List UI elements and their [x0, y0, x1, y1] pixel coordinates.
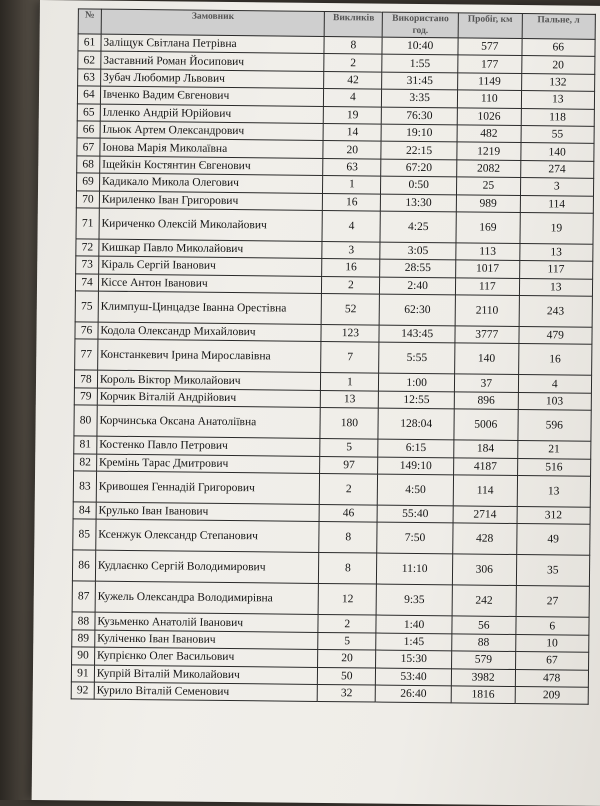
calls-count: 63 [323, 158, 381, 176]
fuel-liters: 21 [517, 441, 591, 459]
customer-name: Кишкар Павло Миколайович [99, 239, 323, 259]
customer-name: Костенко Павло Петрович [97, 436, 321, 456]
distance-km: 577 [458, 38, 522, 56]
distance-km: 2714 [453, 506, 517, 524]
row-number: 92 [71, 682, 94, 700]
time-used: 0:50 [381, 176, 457, 194]
fuel-liters: 19 [520, 212, 594, 244]
customer-name: Івченко Вадим Євгенович [100, 86, 324, 106]
fuel-liters: 243 [519, 296, 593, 328]
distance-km: 88 [452, 634, 516, 652]
row-number: 86 [72, 550, 95, 581]
customer-name: Кривошея Геннадій Григорович [96, 471, 320, 504]
fuel-liters: 16 [518, 344, 592, 376]
time-used: 1:40 [376, 615, 452, 633]
fuel-liters: 13 [517, 476, 591, 508]
customer-name: Кузьменко Анатолій Іванович [95, 613, 319, 633]
calls-count: 7 [321, 342, 379, 374]
time-used: 2:40 [380, 277, 456, 295]
distance-km: 114 [453, 475, 517, 507]
calls-count: 13 [321, 390, 379, 408]
customer-name: Іщейкін Костянтин Євгенович [100, 156, 324, 176]
fuel-liters: 66 [521, 39, 595, 57]
time-used: 67:20 [381, 159, 457, 177]
calls-count: 8 [319, 522, 377, 554]
customer-name: Корчик Віталій Андрійович [97, 388, 321, 408]
time-used: 22:15 [381, 141, 457, 159]
time-used: 1:00 [379, 374, 455, 392]
row-number: 70 [76, 190, 99, 208]
distance-km: 1816 [451, 686, 515, 704]
calls-count: 16 [322, 259, 380, 277]
distance-km: 579 [452, 651, 516, 669]
customer-name: Крулько Іван Іванович [96, 502, 320, 522]
distance-km: 3982 [451, 668, 515, 686]
row-number: 80 [74, 405, 97, 436]
calls-count: 2 [322, 276, 380, 294]
row-number: 76 [75, 322, 98, 340]
calls-count: 1 [323, 176, 381, 194]
time-used: 6:15 [378, 439, 454, 457]
customer-name: Кириленко Іван Григорович [99, 191, 323, 211]
time-used: 9:35 [376, 584, 452, 616]
time-used: 149:10 [378, 457, 454, 475]
calls-count: 16 [323, 193, 381, 211]
distance-km: 2110 [455, 295, 519, 327]
row-number: 67 [77, 138, 100, 156]
customer-name: Ільюк Артем Олександрович [100, 121, 324, 141]
fuel-liters: 49 [516, 524, 590, 556]
distance-km: 306 [452, 554, 516, 586]
fuel-liters: 20 [521, 56, 595, 74]
customer-name: Ілленко Андрій Юрійович [100, 104, 324, 124]
calls-count: 20 [318, 650, 376, 668]
distance-km: 110 [457, 90, 521, 108]
customer-name: Климпуш-Цинцадзе Іванна Орестівна [98, 291, 322, 324]
calls-count: 8 [324, 36, 382, 54]
row-number: 61 [78, 34, 101, 52]
distance-km: 56 [452, 616, 516, 634]
customer-name: Ксенжук Олександр Степанович [96, 520, 320, 553]
time-used: 143:45 [379, 325, 455, 343]
distance-km: 2082 [457, 160, 521, 178]
row-number: 82 [74, 454, 97, 472]
customer-name: Кужель Олександра Володимирівна [95, 582, 319, 615]
fuel-liters: 27 [516, 586, 590, 618]
customer-name: Кадикало Микола Олегович [99, 173, 323, 193]
fuel-liters: 10 [515, 634, 589, 652]
time-used: 4:50 [377, 474, 453, 506]
distance-km: 117 [455, 278, 519, 296]
calls-count: 97 [320, 456, 378, 474]
row-number: 89 [72, 630, 95, 648]
distance-km: 169 [456, 212, 520, 244]
fuel-liters: 274 [520, 160, 594, 178]
fuel-liters: 103 [518, 392, 592, 410]
distance-km: 1017 [456, 260, 520, 278]
fuel-liters: 118 [521, 108, 595, 126]
calls-count: 46 [320, 504, 378, 522]
time-used: 53:40 [376, 668, 452, 686]
fuel-liters: 13 [519, 278, 593, 296]
distance-km: 113 [456, 243, 520, 261]
distance-km: 3777 [455, 326, 519, 344]
row-number: 81 [74, 436, 97, 454]
customer-name: Кириченко Олексій Миколайович [99, 208, 323, 241]
time-used: 12:55 [379, 391, 455, 409]
fuel-liters: 4 [518, 375, 592, 393]
fuel-liters: 596 [517, 410, 591, 442]
row-number: 63 [78, 69, 101, 87]
row-number: 64 [77, 86, 100, 104]
time-used: 3:35 [382, 89, 458, 107]
time-used: 1:45 [376, 633, 452, 651]
time-used: 28:55 [380, 259, 456, 277]
customer-name: Кодола Олександр Михайлович [98, 322, 322, 342]
time-used: 3:05 [380, 242, 456, 260]
distance-km: 428 [453, 523, 517, 555]
time-used: 76:30 [381, 107, 457, 125]
customer-name: Кремінь Тарас Дмитрович [96, 454, 320, 474]
calls-count: 12 [319, 584, 377, 616]
calls-count: 52 [322, 294, 380, 326]
distance-km: 140 [455, 343, 519, 375]
calls-count: 3 [322, 241, 380, 259]
customer-name: Іонова Марія Миколаївна [100, 138, 324, 158]
calls-count: 2 [324, 54, 382, 72]
fuel-liters: 3 [520, 178, 594, 196]
customer-name: Корчинська Оксана Анатоліївна [97, 405, 321, 438]
row-number: 71 [76, 208, 99, 239]
time-used: 128:04 [378, 408, 454, 440]
calls-count: 50 [318, 667, 376, 685]
calls-count: 5 [318, 632, 376, 650]
row-number: 83 [73, 471, 96, 502]
distance-km: 1026 [457, 107, 521, 125]
calls-count: 19 [324, 106, 382, 124]
calls-count: 14 [324, 123, 382, 141]
row-number: 69 [77, 173, 100, 191]
customer-name: Кулiченко Іван Іванович [95, 630, 319, 650]
customer-name: Купрій Віталій Миколайович [94, 665, 318, 685]
fuel-liters: 55 [521, 125, 595, 143]
row-number: 84 [73, 502, 96, 520]
distance-km: 5006 [454, 409, 518, 441]
customer-name: Кіраль Сергій Іванович [99, 256, 323, 276]
distance-km: 177 [458, 55, 522, 73]
calls-count: 5 [320, 439, 378, 457]
time-used: 13:30 [381, 194, 457, 212]
row-number: 90 [72, 647, 95, 665]
fuel-liters: 140 [520, 143, 594, 161]
time-used: 1:55 [382, 54, 458, 72]
customer-name: Кіссе Антон Іванович [98, 274, 322, 294]
row-number: 62 [78, 51, 101, 69]
calls-count: 1 [321, 373, 379, 391]
distance-km: 896 [454, 392, 518, 410]
distance-km: 184 [454, 440, 518, 458]
time-used: 7:50 [377, 522, 453, 554]
customer-name: Заліщук Світлана Петрівна [101, 34, 325, 54]
customer-name: Купрієнко Олег Васильович [94, 647, 318, 667]
fuel-liters: 478 [515, 669, 589, 687]
time-used: 15:30 [376, 650, 452, 668]
time-used: 19:10 [381, 124, 457, 142]
header-customer: Замовник [101, 9, 325, 36]
fuel-liters: 114 [520, 195, 594, 213]
header-fuel: Пальне, л [522, 14, 596, 40]
row-number: 72 [76, 239, 99, 257]
header-distance: Пробіг, км [458, 13, 522, 39]
row-number: 91 [71, 664, 94, 682]
row-number: 65 [77, 103, 100, 121]
calls-count: 180 [320, 408, 378, 440]
fuel-liters: 479 [518, 327, 592, 345]
customer-name: Король Віктор Миколайович [97, 371, 321, 391]
distance-km: 4187 [454, 457, 518, 475]
row-number: 78 [74, 370, 97, 388]
fuel-liters: 516 [517, 458, 591, 476]
calls-count: 42 [324, 71, 382, 89]
time-used: 11:10 [377, 553, 453, 585]
customer-name: Зубач Любомир Львович [100, 69, 324, 89]
usage-table [71, 8, 596, 705]
calls-count: 32 [318, 684, 376, 702]
calls-count: 4 [324, 89, 382, 107]
fuel-liters: 132 [521, 73, 595, 91]
row-number: 79 [74, 388, 97, 406]
distance-km: 482 [457, 125, 521, 143]
calls-count: 123 [321, 325, 379, 343]
customer-name: Кудлаєнко Сергій Володимирович [95, 551, 319, 584]
row-number: 85 [73, 519, 96, 550]
fuel-liters: 209 [515, 686, 589, 704]
distance-km: 989 [456, 194, 520, 212]
row-number: 77 [75, 339, 98, 370]
distance-km: 1149 [458, 73, 522, 91]
row-number: 74 [75, 274, 98, 292]
time-used: 10:40 [382, 37, 458, 55]
time-used: 62:30 [379, 294, 455, 326]
customer-name: Констанкевич Ірина Мирославівна [97, 340, 321, 373]
time-used: 26:40 [375, 685, 451, 703]
row-number: 73 [76, 256, 99, 274]
distance-km: 37 [454, 374, 518, 392]
fuel-liters: 117 [519, 261, 593, 279]
fuel-liters: 312 [517, 507, 591, 525]
customer-name: Заставний Роман Йосипович [101, 52, 325, 72]
row-number: 75 [75, 291, 98, 322]
header-time-used: Використано год. [382, 12, 458, 38]
fuel-liters: 35 [516, 555, 590, 587]
fuel-liters: 13 [521, 91, 595, 109]
row-number: 87 [72, 581, 95, 612]
calls-count: 2 [320, 473, 378, 505]
row-number: 68 [77, 156, 100, 174]
table-body [71, 34, 595, 705]
row-number: 66 [77, 121, 100, 139]
distance-km: 242 [452, 585, 516, 617]
time-used: 4:25 [380, 211, 456, 243]
document-page [32, 0, 600, 806]
fuel-liters: 6 [515, 617, 589, 635]
row-number: 88 [72, 612, 95, 630]
calls-count: 4 [322, 210, 380, 242]
header-calls: Викликів [325, 11, 383, 37]
time-used: 31:45 [382, 72, 458, 90]
fuel-liters: 13 [519, 243, 593, 261]
distance-km: 25 [457, 177, 521, 195]
header-num: № [78, 9, 101, 34]
distance-km: 1219 [457, 142, 521, 160]
calls-count: 20 [323, 141, 381, 159]
calls-count: 2 [318, 615, 376, 633]
fuel-liters: 67 [515, 652, 589, 670]
calls-count: 8 [319, 553, 377, 585]
time-used: 55:40 [377, 505, 453, 523]
customer-name: Курило Віталій Семенович [94, 682, 318, 702]
time-used: 5:55 [379, 343, 455, 375]
